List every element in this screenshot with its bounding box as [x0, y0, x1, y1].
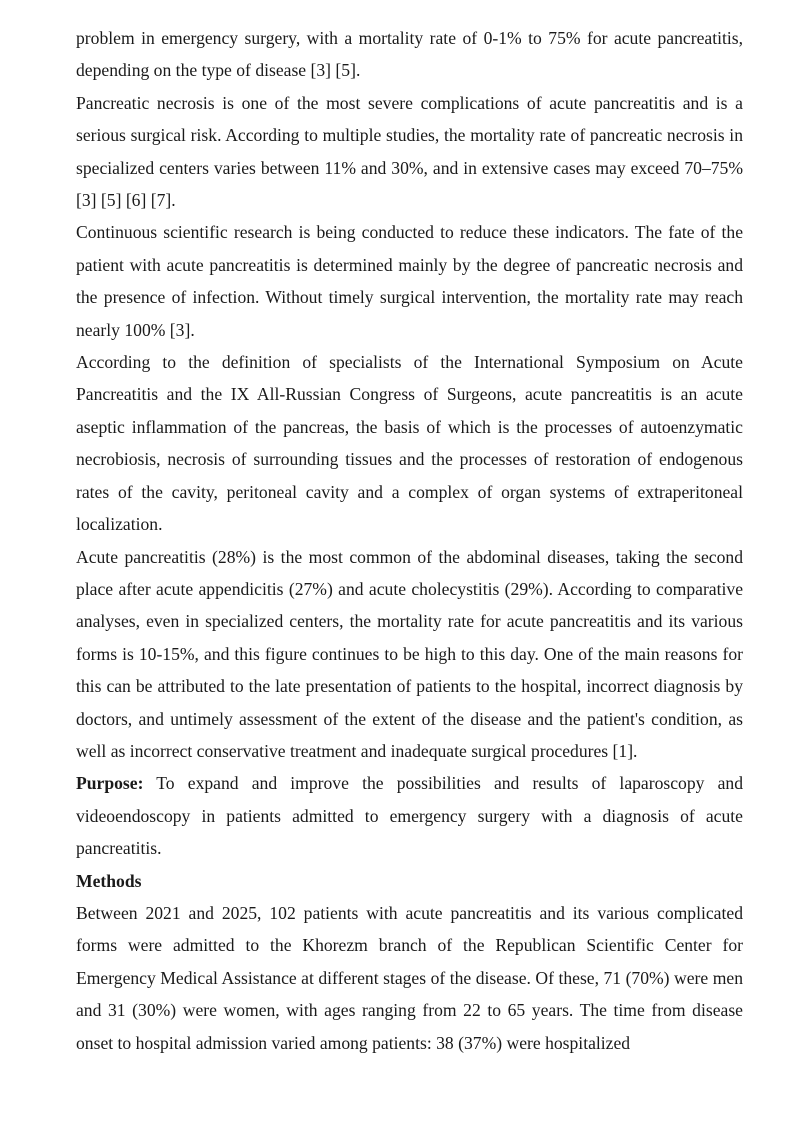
paragraph-mortality-intro: problem in emergency surgery, with a mortality rate of 0-1% to 75% for acute pancreatitis, depending on the type of disease [3] [5]. [76, 28, 743, 81]
paragraph-methods: Between 2021 and 2025, 102 patients with acute pancreatitis and its various complicated forms were admitted to the Khorezm branch of the Republican Scientific Center for Emergency Medical Assistance at different stages of the disease. Of these, 71 (70%) were men and 31 (30%) were women, with ages ranging from 22 to 65 years. The time from disease onset to hospital admission varied among patients: 38 (37%) were hospitalized [76, 902, 743, 1053]
paragraph-scientific-research: Continuous scientific research is being conducted to reduce these indicators. The fate of the patient with acute pancreatitis is determined mainly by the degree of pancreatic necrosis and the presence of infection. Without timely surgical intervention, the mortality rate may reach nearly 100% [3]. [76, 222, 743, 340]
paragraph-prevalence: Acute pancreatitis (28%) is the most common of the abdominal diseases, taking the second place after acute appendicitis (27%) and acute cholecystitis (29%). According to comparative analyses, even in specialized centers, the mortality rate for acute pancreatitis and its various forms is 10-15%, and this figure continues to be high to this day. One of the main reasons for this can be attributed to the late presentation of patients to the hospital, incorrect diagnosis by doctors, and untimely assessment of the extent of the disease and the patient's condition, as well as incorrect conservative treatment and inadequate surgical procedures [1]. [76, 546, 743, 761]
purpose-label: Purpose: [76, 773, 144, 794]
document-page [76, 22, 743, 1059]
paragraph-pancreatic-necrosis: Pancreatic necrosis is one of the most severe complications of acute pancreatitis and is a serious surgical risk. According to multiple studies, the mortality rate of pancreatic necrosis in specialized centers varies between 11% and 30%, and in extensive cases may exceed 70–75% [3] [5] [6] [7]. [76, 92, 743, 211]
methods-heading: Methods [76, 870, 142, 891]
paragraph-definition: According to the definition of specialists of the International Symposium on Acute Pancreatitis and the IX All-Russian Congress of Surgeons, acute pancreatitis is an acute aseptic inflammation of the pancreas, the basis of which is the processes of autoenzymatic necrobiosis, necrosis of surrounding tissues and the processes of restoration of endogenous rates of the cavity, peritoneal cavity and a complex of organ systems of extraperitoneal localization. [76, 352, 743, 535]
purpose-text: To expand and improve the possibilities and results of laparoscopy and videoendoscopy in patients admitted to emergency surgery with a diagnosis of acute pancreatitis. [76, 773, 743, 859]
paragraph-purpose [76, 767, 743, 864]
